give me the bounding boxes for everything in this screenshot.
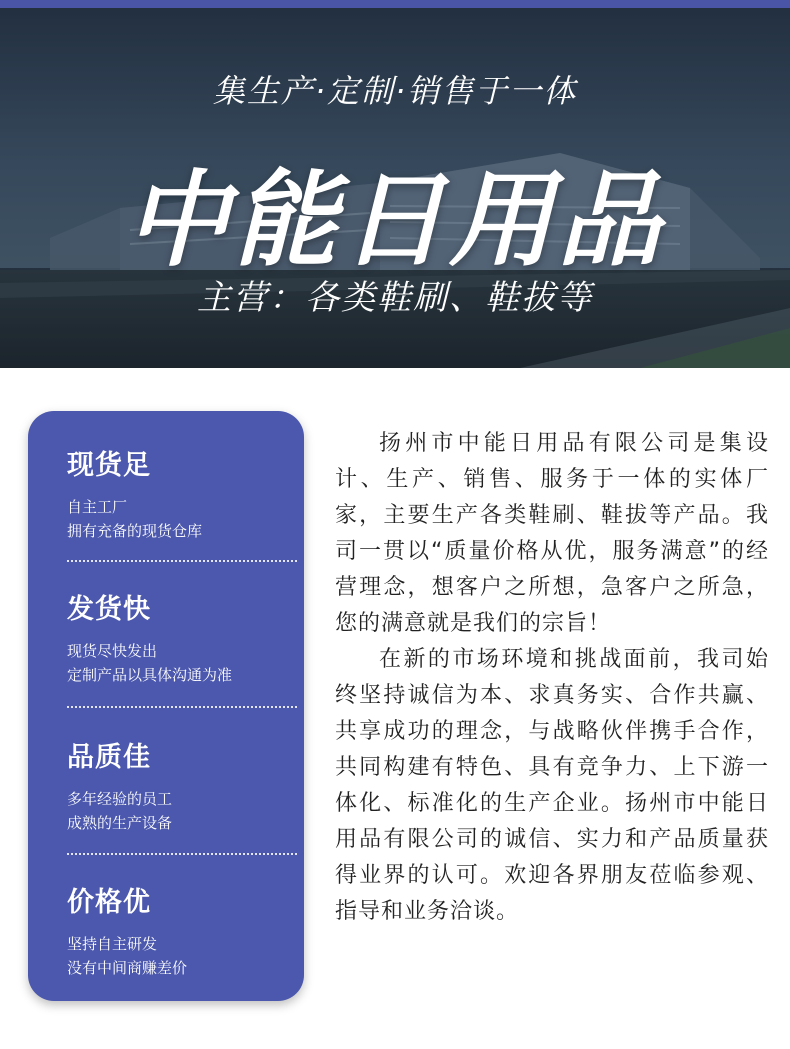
dotted-divider: [67, 853, 297, 855]
intro-paragraph: 在新的市场环境和挑战面前，我司始终坚持诚信为本、求真务实、合作共赢、共享成功的理念，与战略伙伴携手合作，共同构建有特色、具有竞争力、上下游一体化、标准化的生产企业。扬州市中能日用品有限公司的诚信、实力和产品质量获得业界的认可。欢迎各界朋友莅临参观、指导和业务洽谈。: [335, 647, 769, 924]
feature-quality: [67, 735, 287, 833]
feature-line: 成熟的生产设备: [67, 814, 173, 832]
dotted-divider: [67, 706, 297, 708]
feature-shipping: [67, 587, 287, 685]
top-accent-bar: [0, 0, 790, 8]
feature-line: 没有中间商赚差价: [67, 959, 188, 977]
hero-tagline: 集生产·定制·销售于一体: [212, 72, 578, 110]
feature-line: 拥有充备的现货仓库: [67, 522, 203, 540]
feature-line: 现货尽快发出: [67, 642, 158, 660]
company-name-title: 中能日用品: [124, 159, 665, 281]
feature-title: 发货快: [67, 594, 151, 625]
feature-line: 多年经验的员工: [67, 790, 173, 808]
dotted-divider: [67, 560, 297, 562]
advantages-card: [28, 411, 304, 1001]
hero-banner: [0, 8, 790, 368]
feature-title: 现货足: [67, 450, 151, 481]
company-introduction: [335, 426, 769, 930]
feature-price: [67, 880, 287, 978]
feature-stock: [67, 443, 287, 541]
feature-line: 自主工厂: [67, 498, 128, 516]
feature-line: 定制产品以具体沟通为准: [67, 666, 233, 684]
feature-title: 价格优: [67, 887, 151, 918]
feature-line: 坚持自主研发: [67, 935, 158, 953]
main-products-subtitle: 主营：各类鞋刷、鞋拔等: [197, 278, 593, 318]
feature-title: 品质佳: [67, 742, 151, 773]
intro-paragraph: 扬州市中能日用品有限公司是集设计、生产、销售、服务于一体的实体厂家，主要生产各类鞋刷、鞋拔等产品。我司一贯以“质量价格从优，服务满意”的经营理念，想客户之所想，急客户之所急，您的满意就是我们的宗旨！: [335, 431, 769, 636]
